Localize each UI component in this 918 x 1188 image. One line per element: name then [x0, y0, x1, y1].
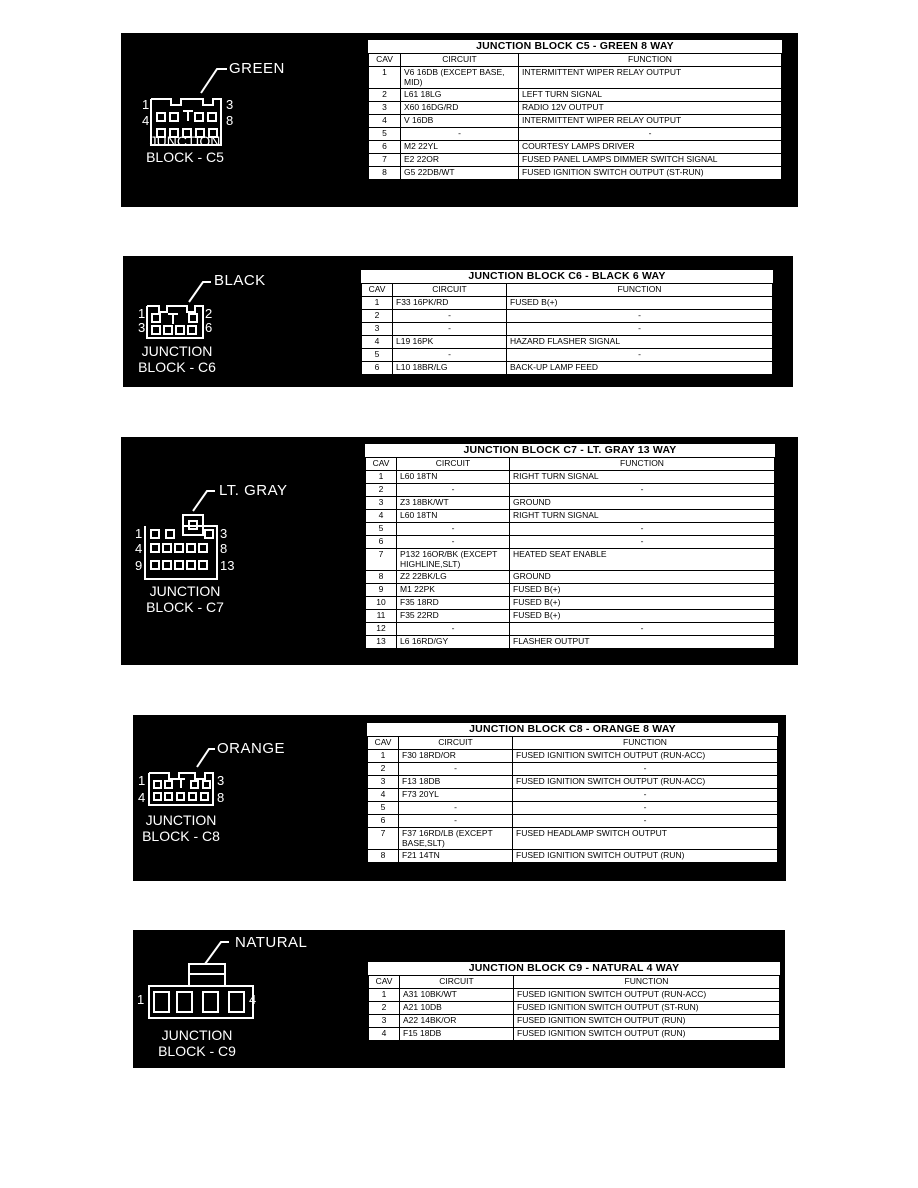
header-cav: CAV: [366, 458, 397, 471]
table-row: 1 V6 16DB (EXCEPT BASE, MID) INTERMITTENT WIPER RELAY OUTPUT: [369, 67, 782, 89]
header-function: FUNCTION: [513, 737, 778, 750]
table-row: 2 - -: [368, 763, 778, 776]
table-row: 5 - -: [366, 523, 775, 536]
table-row: 7 F37 16RD/LB (EXCEPT BASE,SLT) FUSED HEADLAMP SWITCH OUTPUT: [368, 828, 778, 850]
junction-block-c9-panel: [133, 930, 785, 1068]
pinout-table-wrap: [368, 962, 780, 1041]
pin-label: 4: [138, 790, 146, 805]
header-cav: CAV: [369, 976, 400, 989]
connector-color-label: LT. GRAY: [219, 482, 288, 499]
pinout-table-wrap: [365, 444, 775, 649]
table-row: 1 L60 18TN RIGHT TURN SIGNAL: [366, 471, 775, 484]
pin-label: 8: [226, 113, 234, 128]
header-function: FUNCTION: [514, 976, 780, 989]
header-function: FUNCTION: [507, 284, 773, 297]
junction-block-c5-panel: [121, 33, 798, 207]
table-row: 13 L6 16RD/GY FLASHER OUTPUT: [366, 636, 775, 649]
table-row: 6 - -: [366, 536, 775, 549]
connector-c7-diagram: [121, 437, 371, 665]
table-row: 1 F33 16PK/RD FUSED B(+): [362, 297, 773, 310]
table-title: JUNCTION BLOCK C5 - GREEN 8 WAY: [368, 40, 782, 53]
table-row: 12 - -: [366, 623, 775, 636]
header-circuit: CIRCUIT: [400, 976, 514, 989]
connector-name: JUNCTION BLOCK - C8: [142, 812, 220, 844]
connector-name: JUNCTION BLOCK - C5: [146, 133, 224, 165]
pin-label: 1: [138, 306, 146, 321]
pin-label: 9: [135, 558, 143, 573]
connector-color-label: BLACK: [214, 272, 266, 289]
pin-label: 4: [142, 113, 150, 128]
pinout-table-wrap: [367, 723, 778, 863]
table-row: 7 E2 22OR FUSED PANEL LAMPS DIMMER SWITCH SIGNAL: [369, 154, 782, 167]
header-cav: CAV: [362, 284, 393, 297]
table-row: 9 M1 22PK FUSED B(+): [366, 584, 775, 597]
connector-name: JUNCTION BLOCK - C9: [158, 1027, 236, 1059]
table-row: 8 G5 22DB/WT FUSED IGNITION SWITCH OUTPUT (ST-RUN): [369, 167, 782, 180]
pin-label: 2: [205, 306, 213, 321]
connector-color-label: GREEN: [229, 60, 285, 77]
header-cav: CAV: [368, 737, 399, 750]
pinout-table: [367, 736, 778, 863]
table-row: 6 L10 18BR/LG BACK-UP LAMP FEED: [362, 362, 773, 375]
table-row: 4 L19 16PK HAZARD FLASHER SIGNAL: [362, 336, 773, 349]
table-row: 2 - -: [366, 484, 775, 497]
pinout-table: [368, 975, 780, 1041]
table-row: 2 A21 10DB FUSED IGNITION SWITCH OUTPUT (ST-RUN): [369, 1002, 780, 1015]
pin-label: 13: [220, 558, 235, 573]
table-row: 1 F30 18RD/OR FUSED IGNITION SWITCH OUTPUT (RUN-ACC): [368, 750, 778, 763]
table-title: JUNCTION BLOCK C9 - NATURAL 4 WAY: [368, 962, 780, 975]
table-row: 5 - -: [368, 802, 778, 815]
pin-label: 1: [138, 773, 146, 788]
pinout-table-wrap: [368, 40, 782, 180]
table-row: 5 - -: [362, 349, 773, 362]
table-row: 8 Z2 22BK/LG GROUND: [366, 571, 775, 584]
connector-color-label: NATURAL: [235, 934, 308, 951]
pin-label: 1: [135, 526, 143, 541]
header-cav: CAV: [369, 54, 401, 67]
pinout-table: [368, 53, 782, 180]
pin-label: 3: [226, 97, 234, 112]
table-title: JUNCTION BLOCK C6 - BLACK 6 WAY: [361, 270, 773, 283]
header-function: FUNCTION: [510, 458, 775, 471]
table-row: 6 - -: [368, 815, 778, 828]
pin-label: 3: [220, 526, 228, 541]
pin-label: 1: [137, 992, 145, 1007]
table-row: 7 P132 16OR/BK (EXCEPT HIGHLINE,SLT) HEATED SEAT ENABLE: [366, 549, 775, 571]
table-row: 3 A22 14BK/OR FUSED IGNITION SWITCH OUTPUT (RUN): [369, 1015, 780, 1028]
junction-block-c8-panel: [133, 715, 786, 881]
header-circuit: CIRCUIT: [397, 458, 510, 471]
table-title: JUNCTION BLOCK C8 - ORANGE 8 WAY: [367, 723, 778, 736]
table-row: 2 - -: [362, 310, 773, 323]
table-row: 6 M2 22YL COURTESY LAMPS DRIVER: [369, 141, 782, 154]
pin-label: 3: [138, 320, 146, 335]
table-row: 3 Z3 18BK/WT GROUND: [366, 497, 775, 510]
table-title: JUNCTION BLOCK C7 - LT. GRAY 13 WAY: [365, 444, 775, 457]
pin-label: 3: [217, 773, 225, 788]
pin-label: 8: [217, 790, 225, 805]
table-row: 4 V 16DB INTERMITTENT WIPER RELAY OUTPUT: [369, 115, 782, 128]
table-row: 4 F15 18DB FUSED IGNITION SWITCH OUTPUT (RUN): [369, 1028, 780, 1041]
pin-label: 6: [205, 320, 213, 335]
connector-name: JUNCTION BLOCK - C6: [138, 343, 216, 375]
pin-label: 8: [220, 541, 228, 556]
table-row: 3 X60 16DG/RD RADIO 12V OUTPUT: [369, 102, 782, 115]
pin-label: 4: [249, 992, 257, 1007]
table-row: 3 F13 18DB FUSED IGNITION SWITCH OUTPUT (RUN-ACC): [368, 776, 778, 789]
table-row: 3 - -: [362, 323, 773, 336]
table-row: 2 L61 18LG LEFT TURN SIGNAL: [369, 89, 782, 102]
pin-label: 1: [142, 97, 150, 112]
pin-label: 4: [135, 541, 143, 556]
table-row: 4 L60 18TN RIGHT TURN SIGNAL: [366, 510, 775, 523]
table-row: 10 F35 18RD FUSED B(+): [366, 597, 775, 610]
header-function: FUNCTION: [519, 54, 782, 67]
header-circuit: CIRCUIT: [399, 737, 513, 750]
table-row: 11 F35 22RD FUSED B(+): [366, 610, 775, 623]
header-circuit: CIRCUIT: [393, 284, 507, 297]
junction-block-c7-panel: [121, 437, 798, 665]
pinout-table-wrap: [361, 270, 773, 375]
pinout-table: [361, 283, 773, 375]
table-row: 8 F21 14TN FUSED IGNITION SWITCH OUTPUT (RUN): [368, 850, 778, 863]
table-row: 5 - -: [369, 128, 782, 141]
connector-name: JUNCTION BLOCK - C7: [146, 583, 224, 615]
header-circuit: CIRCUIT: [401, 54, 519, 67]
table-row: 1 A31 10BK/WT FUSED IGNITION SWITCH OUTPUT (RUN-ACC): [369, 989, 780, 1002]
pinout-table: [365, 457, 775, 649]
connector-color-label: ORANGE: [217, 740, 286, 757]
table-row: 4 F73 20YL -: [368, 789, 778, 802]
junction-block-c6-panel: [123, 256, 793, 387]
